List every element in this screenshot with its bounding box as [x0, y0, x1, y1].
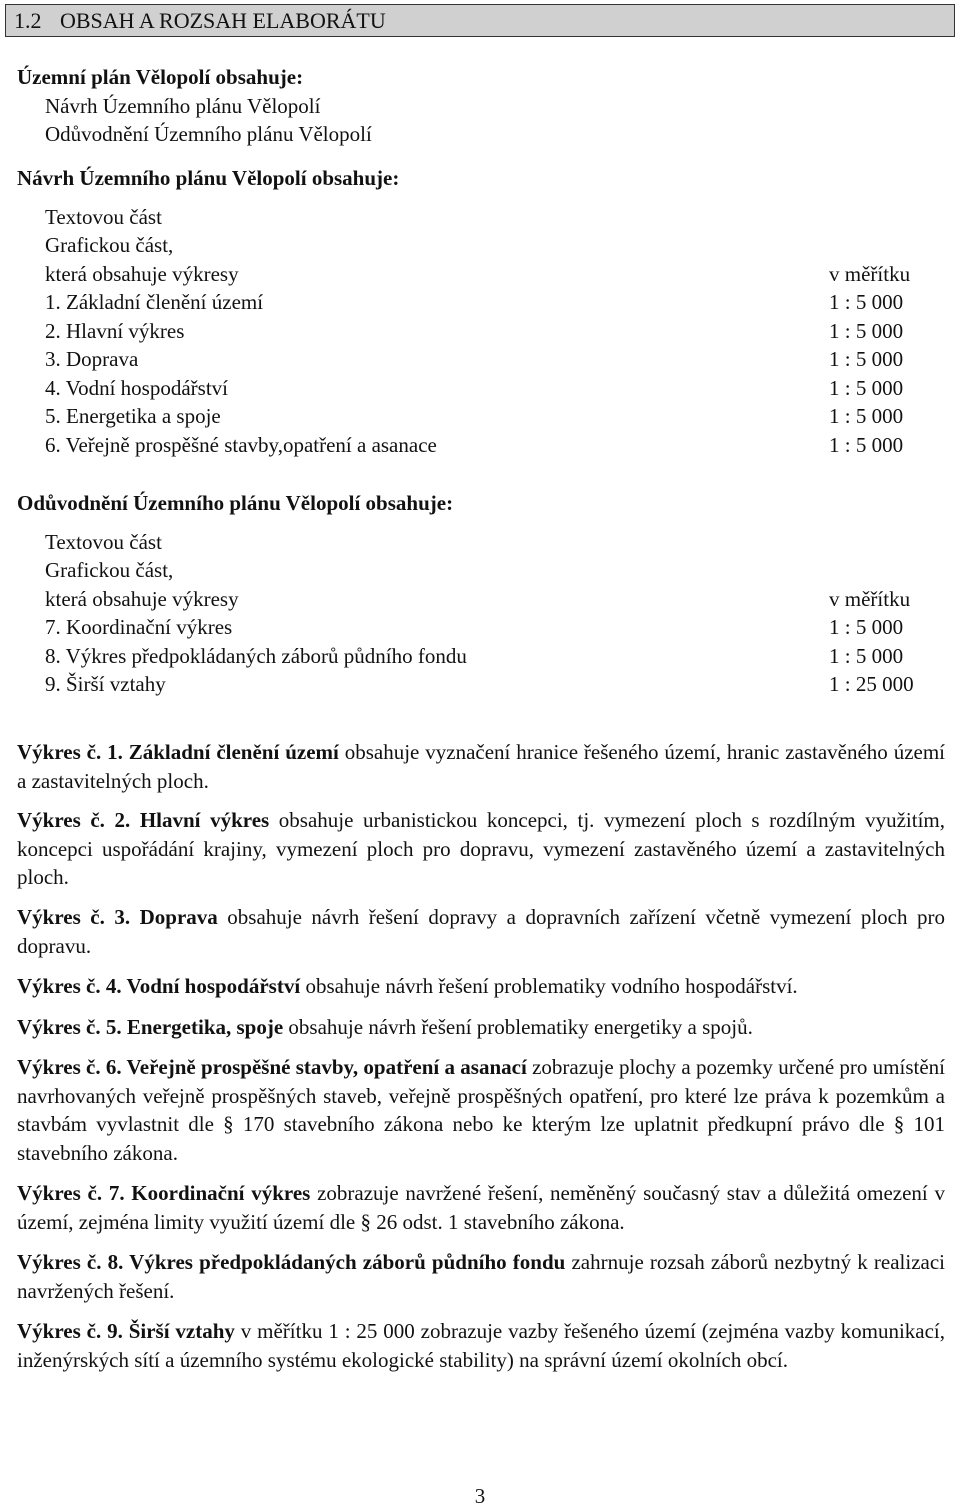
drawing-scale: 1 : 5 000: [829, 318, 904, 343]
description-lead: Výkres č. 2. Hlavní výkres: [17, 808, 270, 832]
drawing-label: 1. Základní členění území: [45, 290, 264, 314]
drawing-scale: 1 : 5 000: [829, 404, 904, 428]
drawing-scale: 1 : 5 000: [829, 290, 904, 314]
oduvodneni-block: [17, 489, 943, 699]
description-lead: Výkres č. 4. Vodní hospodářství: [17, 974, 301, 998]
description-text: obsahuje návrh řešení problematiky energetiky a spojů.: [283, 1015, 753, 1039]
drawing-label: 2. Hlavní výkres: [45, 318, 185, 343]
navrh-title: Návrh Územního plánu Vělopolí obsahuje:: [17, 166, 400, 190]
intro-title: Územní plán Vělopolí obsahuje:: [17, 65, 304, 89]
section-number: 1.2: [14, 8, 42, 33]
description-text: obsahuje návrh řešení problematiky vodního hospodářství.: [300, 974, 798, 998]
description-paragraph: [17, 806, 945, 892]
drawing-row: [17, 345, 943, 374]
oduvodneni-drawings-header: [17, 585, 943, 614]
drawing-row: [17, 374, 943, 403]
drawing-label: 6. Veřejně prospěšné stavby,opatření a asanace: [45, 432, 437, 457]
drawing-row: [17, 288, 943, 317]
drawing-row: [17, 402, 943, 431]
drawing-row: [17, 642, 943, 671]
description-lead: Výkres č. 1. Základní členění území: [17, 740, 339, 764]
oduvodneni-title: Odůvodnění Územního plánu Vělopolí obsahuje:: [17, 491, 454, 515]
navrh-block: [17, 164, 943, 459]
drawing-label: 4. Vodní hospodářství: [45, 375, 228, 400]
drawing-label: 8. Výkres předpokládaných záborů půdního fondu: [45, 643, 467, 668]
intro-item: Návrh Územního plánu Vělopolí: [45, 93, 321, 118]
drawing-row: [17, 431, 943, 460]
description-paragraph: [17, 738, 945, 795]
drawing-label: 7. Koordinační výkres: [45, 615, 233, 639]
scale-header: v měřítku: [829, 586, 911, 611]
drawing-label: 9. Širší vztahy: [45, 672, 166, 696]
drawing-scale: 1 : 5 000: [829, 643, 904, 668]
drawing-scale: 1 : 5 000: [829, 615, 904, 639]
description-paragraph: [17, 1053, 945, 1167]
navrh-text-part: Textovou část: [45, 204, 162, 229]
oduvodneni-graphic-part: Grafickou část,: [45, 558, 174, 582]
description-text: obsahuje vyznačení hranice řešeného území, hranic zastavěného území a zastavitelných ploch.: [17, 740, 945, 793]
description-paragraph: [17, 972, 945, 1001]
description-lead: Výkres č. 7. Koordinační výkres: [17, 1181, 311, 1205]
description-lead: Výkres č. 9. Širší vztahy: [17, 1319, 235, 1343]
drawing-scale: 1 : 5 000: [829, 432, 904, 457]
section-heading: [5, 4, 955, 37]
description-paragraph: [17, 1179, 945, 1236]
drawing-scale: 1 : 25 000: [829, 672, 914, 696]
description-text: v měřítku 1 : 25 000 zobrazuje vazby řešeného území (zejména vazby komunikací, inženýrských sítí a územního systému ekologické stability) na správní území okolních obcí.: [17, 1319, 945, 1372]
description-paragraph: [17, 1248, 945, 1305]
description-lead: Výkres č. 8. Výkres předpokládaných záborů půdního fondu: [17, 1250, 566, 1274]
description-text: zobrazuje navržené řešení, neměněný současný stav a důležitá omezení v území, zejména limity využití území dle § 26 odst. 1 stavebního zákona.: [17, 1181, 945, 1234]
description-paragraph: [17, 903, 945, 960]
description-text: zobrazuje plochy a pozemky určené pro umístění navrhovaných veřejně prospěšných staveb, veřejně prospěšných opatření, pro které lze práva k pozemkům a stavbám vyvlastnit dle § 170 stavebního zákona nebo ke kterým lze uplatnit předkupní právo dle § 101 stavebního zákona.: [17, 1055, 946, 1165]
description-lead: Výkres č. 5. Energetika, spoje: [17, 1015, 284, 1039]
page-number: 3: [474, 1484, 486, 1508]
description-paragraph: [17, 1013, 945, 1042]
drawings-label: která obsahuje výkresy: [45, 261, 239, 286]
description-lead: Výkres č. 6. Veřejně prospěšné stavby, opatření a asanací: [17, 1055, 527, 1079]
drawings-label: která obsahuje výkresy: [45, 586, 239, 611]
section-title: OBSAH A ROZSAH ELABORÁTU: [60, 8, 386, 33]
navrh-drawings-header: [17, 260, 943, 289]
drawing-scale: 1 : 5 000: [829, 347, 904, 371]
drawing-row: [17, 613, 943, 642]
description-text: obsahuje návrh řešení dopravy a dopravních zařízení včetně vymezení ploch pro dopravu.: [17, 905, 945, 958]
drawing-row: [17, 670, 943, 699]
drawing-label: 3. Doprava: [45, 347, 139, 371]
oduvodneni-text-part: Textovou část: [45, 529, 162, 554]
drawing-label: 5. Energetika a spoje: [45, 404, 221, 428]
drawing-row: [17, 317, 943, 346]
description-text: obsahuje urbanistickou koncepci, tj. vymezení ploch s rozdílným využitím, koncepci uspořádání krajiny, vymezení ploch pro dopravu, vymezení zastavěného území a zastavitelných ploch.: [17, 808, 945, 889]
description-lead: Výkres č. 3. Doprava: [17, 905, 218, 929]
intro-block: [17, 63, 943, 149]
drawing-scale: 1 : 5 000: [829, 375, 904, 400]
intro-item: Odůvodnění Územního plánu Vělopolí: [45, 122, 372, 146]
description-text: zahrnuje rozsah záborů nezbytný k realizaci navržených řešení.: [17, 1250, 946, 1303]
description-paragraph: [17, 1317, 945, 1374]
scale-header: v měřítku: [829, 261, 911, 286]
navrh-graphic-part: Grafickou část,: [45, 233, 174, 257]
